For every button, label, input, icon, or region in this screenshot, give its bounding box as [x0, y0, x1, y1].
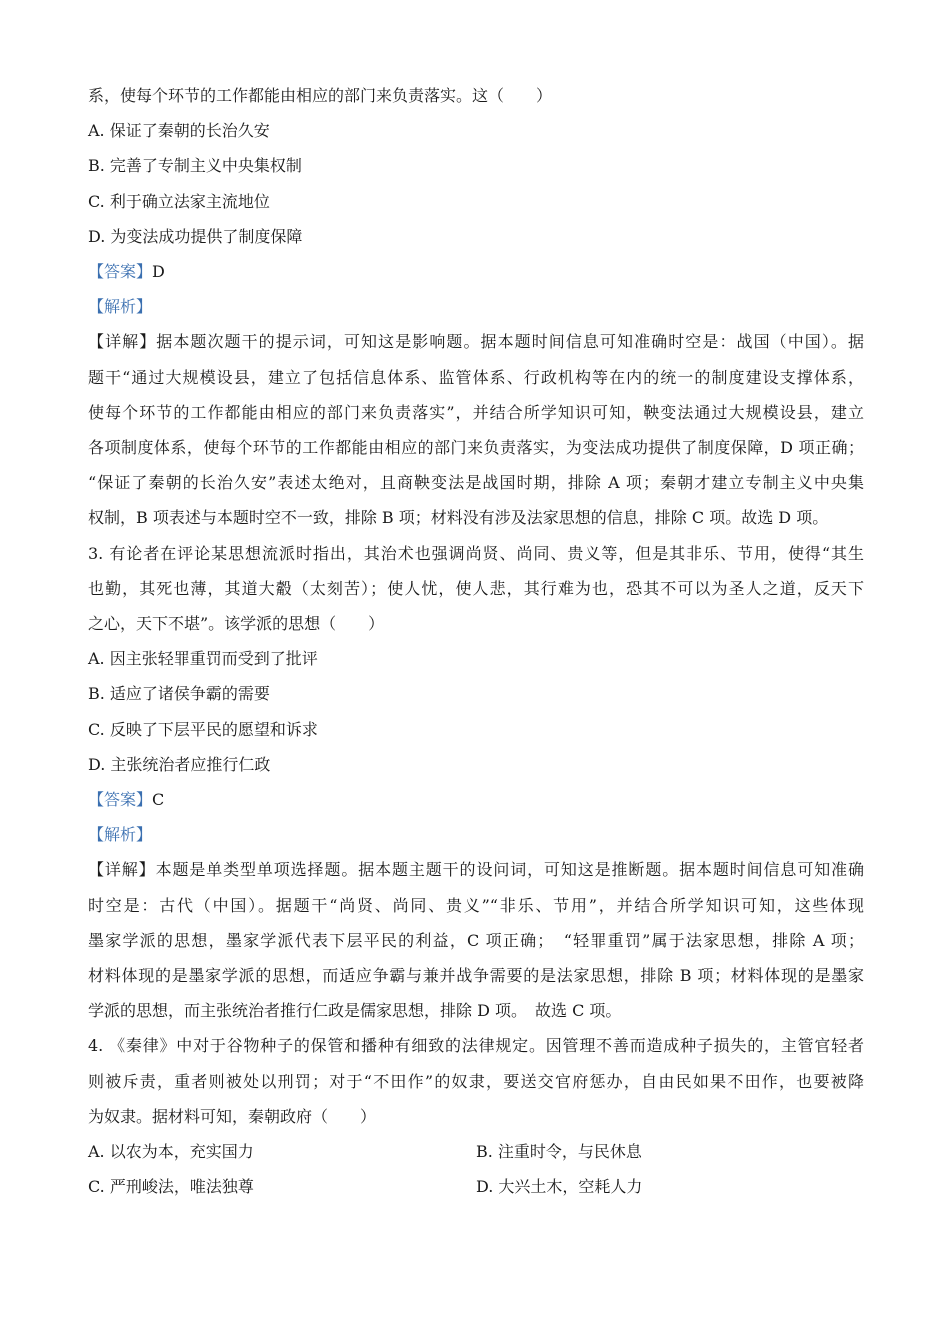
q2-option-d: D. 为变法成功提供了制度保障 — [88, 226, 303, 246]
q2-stem-tail: 系，使每个环节的工作都能由相应的部门来负责落实。这（ ） — [88, 86, 553, 105]
q2-detail-line: 题干“通过大规模设县，建立了包括信息体系、监管体系、行政机构等在内的统一的制度建设支撑体系， — [88, 367, 864, 387]
detail-text: 本题是单类型单项选择题。据本题主题干的设问词，可知这是推断题。据本题时间信息可知准确 — [155, 860, 864, 880]
q3-detail-line: 材料体现的是墨家学派的思想，而适应争霸与兼并战争需要的是法家思想，排除 B 项；材料体现的是墨家 — [88, 966, 864, 986]
q3-detail-line: 墨家学派的思想，墨家学派代表下层平民的利益，C 项正确； “轻罪重罚”属于法家思想，排除 A 项； — [88, 930, 864, 950]
answer-value: D — [152, 262, 165, 282]
q2-detail-line: 使每个环节的工作都能由相应的部门来负责落实”，并结合所学知识可知，鞅变法通过大规模设县，建立 — [88, 402, 864, 422]
detail-tag: 【详解】 — [88, 860, 156, 880]
q2-analysis-tag: 【解析】 — [88, 297, 153, 317]
q2-detail-line: 各项制度体系，使每个环节的工作都能由相应的部门来负责落实，为变法成功提供了制度保障，D 项正确； — [88, 438, 864, 458]
q2-detail-line — [88, 324, 864, 359]
q2-detail — [88, 324, 864, 535]
detail-text: 据本题次题干的提示词，可知这是影响题。据本题时间信息可知准确时空是：战国（中国）。据 — [156, 332, 864, 352]
answer-tag: 【答案】 — [88, 790, 153, 810]
q4-option-b: B. 注重时令，与民休息 — [476, 1142, 642, 1162]
q4-option-a: A. 以农为本，充实国力 — [88, 1142, 254, 1162]
q4-option-d: D. 大兴土木，空耗人力 — [476, 1177, 643, 1197]
q3-detail-line: 学派的思想，而主张统治者推行仁政是儒家思想，排除 D 项。 故选 C 项。 — [88, 1001, 622, 1021]
q2-option-a: A. 保证了秦朝的长治久安 — [88, 121, 270, 141]
q3-stem-line: 3. 有论者在评论某思想流派时指出，其治术也强调尚贤、尚同、贵义等，但是其非乐、节用，使得“其生 — [88, 543, 864, 563]
q4-stem-line: 4. 《秦律》中对于谷物种子的保管和播种有细致的法律规定。因管理不善而造成种子损失的，主管官轻者 — [88, 1036, 864, 1056]
q3-stem-line: 之心，天下不堪”。该学派的思想（ ） — [88, 614, 385, 634]
q3-option-c: C. 反映了下层平民的愿望和诉求 — [88, 719, 318, 739]
q2-detail-line: 权制，B 项表述与本题时空不一致，排除 B 项；材料没有涉及法家思想的信息，排除 C 项。故选 D 项。 — [88, 508, 829, 528]
q3-detail-line: 时空是：古代（中国）。据题干“尚贤、尚同、贵义”“非乐、节用”，并结合所学知识可知，这些体现 — [88, 895, 864, 915]
q3-analysis-tag: 【解析】 — [88, 825, 153, 845]
q4-stem — [88, 1028, 864, 1134]
q3-stem — [88, 536, 864, 642]
q4-option-c: C. 严刑峻法，唯法独尊 — [88, 1177, 254, 1197]
q2-answer — [88, 254, 864, 289]
q2-option-c: C. 利于确立法家主流地位 — [88, 191, 270, 211]
answer-value: C — [152, 790, 165, 810]
q2-option-b: B. 完善了专制主义中央集权制 — [88, 156, 302, 176]
q3-detail-line — [88, 852, 864, 887]
q3-option-d: D. 主张统治者应推行仁政 — [88, 754, 271, 774]
detail-tag: 【详解】 — [88, 332, 157, 352]
q3-answer — [88, 782, 864, 817]
q4-stem-line: 为奴隶。据材料可知，秦朝政府（ ） — [88, 1106, 377, 1126]
q2-detail-line: “保证了秦朝的长治久安”表述太绝对，且商鞅变法是战国时期，排除 A 项；秦朝才建立专制主义中央集 — [88, 473, 864, 493]
q3-detail — [88, 852, 864, 1028]
q3-option-b: B. 适应了诸侯争霸的需要 — [88, 684, 270, 704]
q3-option-a: A. 因主张轻罪重罚而受到了批评 — [88, 649, 318, 669]
q3-stem-line: 也勤，其死也薄，其道大觳（太刻苦）；使人忧，使人悲，其行难为也，恐其不可以为圣人之道，反天下 — [88, 578, 864, 598]
q4-options-row — [88, 1169, 864, 1204]
q4-options-row — [88, 1134, 864, 1169]
q4-stem-line: 则被斥责，重者则被处以刑罚；对于“不田作”的奴隶，要送交官府惩办，自由民如果不田作，也要被降 — [88, 1071, 864, 1091]
answer-tag: 【答案】 — [88, 262, 153, 282]
